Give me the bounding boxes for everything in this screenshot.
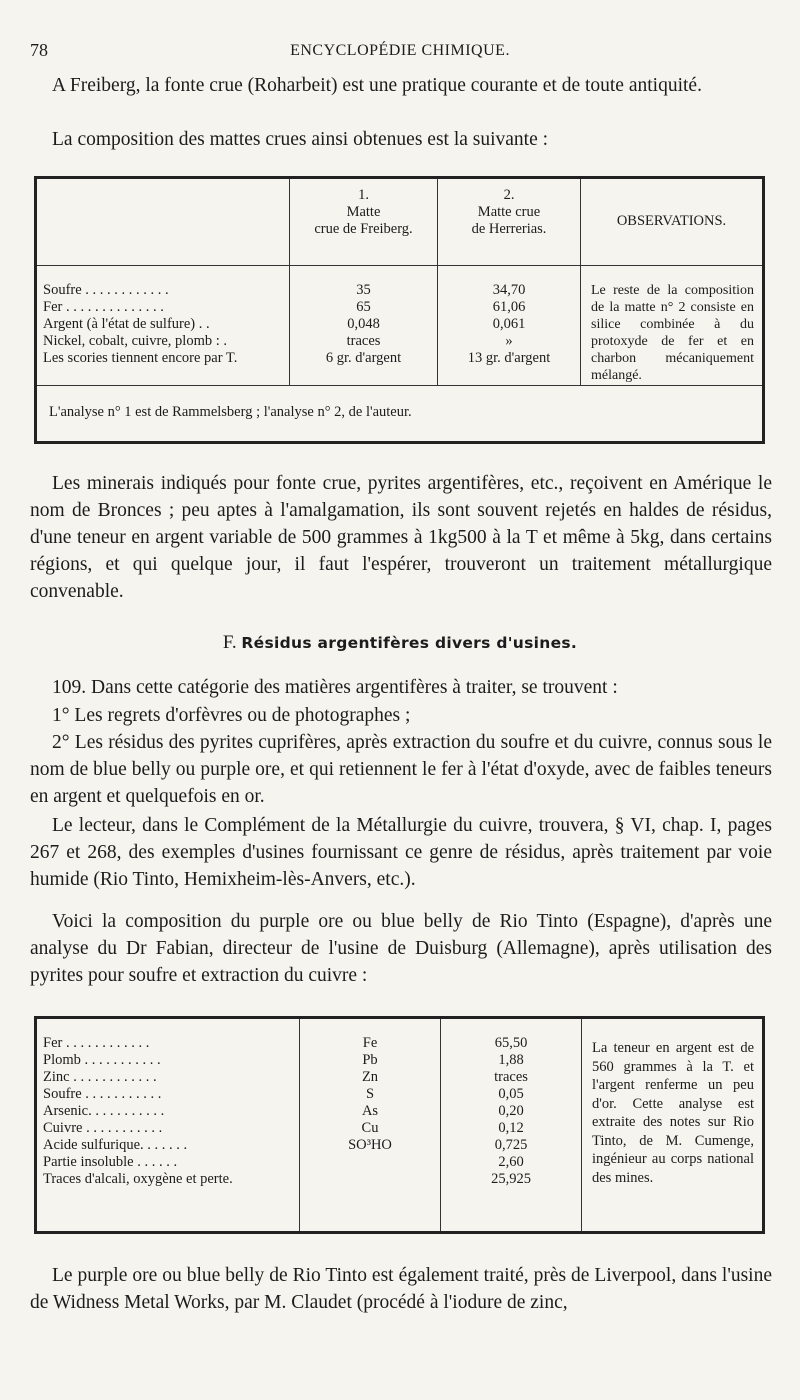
list-item-regrets: 1° Les regrets d'orfèvres ou de photographes ; [52,705,411,726]
paragraph-composition-intro: La composition des mattes crues ainsi obtenues est la suivante : [52,129,549,150]
mattes-composition-table [34,176,765,444]
paragraph-109: 109. Dans cette catégorie des matières argentifères à traiter, se trouvent : [52,677,618,698]
purple-ore-composition-table [34,1016,765,1234]
analysis-footnote: L'analyse n° 1 est de Rammelsberg ; l'analyse n° 2, de l'auteur. [37,385,762,435]
paragraph-liverpool: Le purple ore ou blue belly de Rio Tinto est également traité, près de Liverpool, dans l'usine de Widness Metal Works, par M. Claudet (procédé à l'iodure de zinc, [30,1265,772,1313]
silver-content-note: La teneur en argent est de 560 grammes à la T. et l'argent renferme un peu d'or. Cette analyse est extraite des notes sur Rio Tinto, de M. Cumenge, ingénieur au corps national des mines. [582,1019,763,1231]
column-header-observations: OBSERVATIONS. [581,179,763,265]
chemical-symbols: Fe Pb Zn S As Cu SO³HO [300,1019,441,1231]
page-number: 78 [30,40,48,60]
element-labels: Soufre . . . . . . . . . . . . Fer . . . . . . . . . . . . . . Argent (à l'état de sulfure) . . Nickel, cobalt, cuivre, plomb : . Les scories tiennent encore par T. [43,281,238,366]
column-header-herrerias: 2. Matte crue de Herrerias. [438,179,581,265]
running-title: ENCYCLOPÉDIE CHIMIQUE. [290,42,510,59]
list-item-pyrites-residues: 2° Les résidus des pyrites cuprifères, après extraction du soufre et du cuivre, connus sous le nom de blue belly ou purple ore, et qui retiennent le fer à l'état d'oxyde, avec de faibles teneurs en argent et quelquefois en or. [30,732,772,807]
column-header-freiberg: 1. Matte crue de Freiberg. [290,179,438,265]
herrerias-values: 34,70 61,06 0,061 » 13 gr. d'argent [438,265,581,385]
component-values: 65,50 1,88 traces 0,05 0,20 0,12 0,725 2,60 25,925 [441,1019,582,1231]
paragraph-rio-tinto-intro: Voici la composition du purple ore ou blue belly de Rio Tinto (Espagne), d'après une analyse du Dr Fabian, directeur de l'usine de Duisburg (Allemagne), après utilisation des pyrites pour soufre et extraction du cuivre : [30,911,772,986]
paragraph-complement: Le lecteur, dans le Complément de la Métallurgie du cuivre, trouvera, § VI, chap. I, pages 267 et 268, des exemples d'usines fournissant ce genre de résidus, après traitement par voie humide (Rio Tinto, Hemixheim-lès-Anvers, etc.). [30,815,772,890]
observation-note: Le reste de la composition de la matte n° 2 consiste en silice combinée à du protoxyde de fer et en charbon mécaniquement mélangé. [581,265,763,385]
page-header [30,40,770,64]
section-heading: F. Résidus argentifères divers d'usines. [222,632,578,653]
paragraph-bronces: Les minerais indiqués pour fonte crue, pyrites argentifères, etc., reçoivent en Amérique le nom de Bronces ; peu aptes à l'amalgamation, ils sont souvent rejetés en haldes de résidus, d'une teneur en argent variable de 500 grammes à 1kg500 à la T et même à 5kg, dans certains régions, et qui quelque jour, il faut l'espérer, trouveront un traitement métallurgique convenable. [30,473,772,602]
paragraph-freiberg: A Freiberg, la fonte crue (Roharbeit) est une pratique courante et de toute antiquité. [52,75,702,96]
freiberg-values: 35 65 0,048 traces 6 gr. d'argent [290,265,438,385]
component-names: Fer . . . . . . . . . . . . Plomb . . . . . . . . . . . Zinc . . . . . . . . . . . . Soufre . . . . . . . . . . . Arsenic. . . . . . . . . . . Cuivre . . . . . . . . . . . Acide sulfurique. . . . . . . Partie insoluble . . . . . . Traces d'alcali, oxygène et perte. [43,1035,233,1187]
